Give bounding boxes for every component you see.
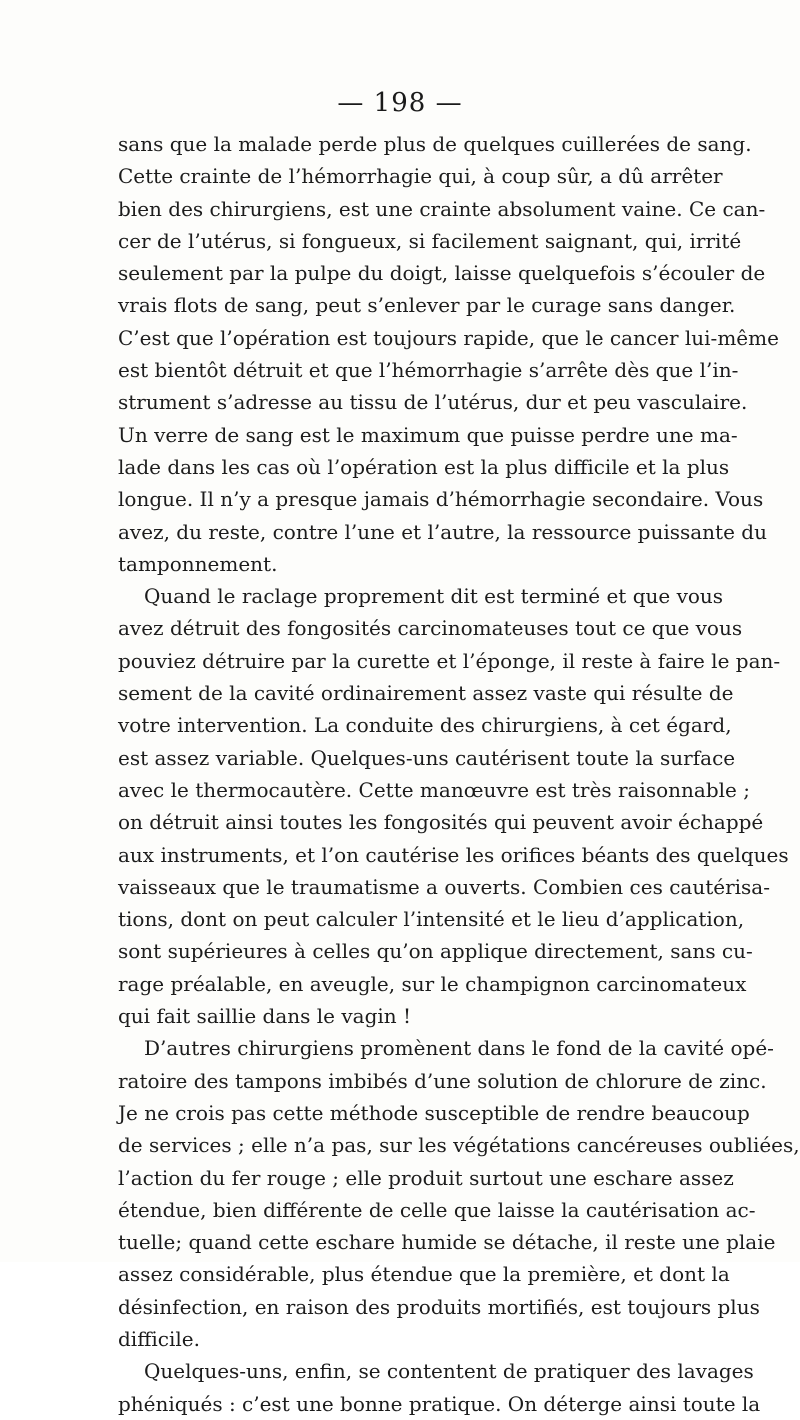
- text-line: rage préalable, en aveugle, sur le champignon carcinomateux: [118, 971, 747, 996]
- text-line: lade dans les cas où l’opération est la plus difficile et la plus: [118, 454, 730, 479]
- text-line: Je ne crois pas cette méthode susceptible de rendre beaucoup: [118, 1100, 750, 1125]
- text-line: ratoire des tampons imbibés d’une solution de chlorure de zinc.: [118, 1068, 767, 1093]
- text-line: tions, dont on peut calculer l’intensité et le lieu d’application,: [118, 907, 745, 932]
- text-line: longue. Il n’y a presque jamais d’hémorrhagie secondaire. Vous: [118, 487, 764, 512]
- text-line: C’est que l’opération est toujours rapide, que le cancer lui-même: [118, 325, 779, 350]
- body-text: [118, 128, 800, 1420]
- text-line: désinfection, en raison des produits mortifiés, est toujours plus: [118, 1294, 760, 1319]
- text-line: on détruit ainsi toutes les fongosités qui peuvent avoir échappé: [118, 810, 764, 835]
- text-line: avez détruit des fongosités carcinomateuses tout ce que vous: [118, 616, 743, 641]
- text-line: avec le thermocautère. Cette manœuvre est très raisonnable ;: [118, 777, 750, 802]
- text-line: avez, du reste, contre l’une et l’autre, la ressource puissante du: [118, 519, 767, 544]
- text-line: étendue, bien différente de celle que laisse la cautérisation ac-: [118, 1197, 756, 1222]
- text-line: bien des chirurgiens, est une crainte absolument vaine. Ce can-: [118, 196, 766, 221]
- text-line: D’autres chirurgiens promènent dans le fond de la cavité opé-: [144, 1036, 774, 1061]
- text-line: aux instruments, et l’on cautérise les orifices béants des quelques: [118, 842, 789, 867]
- text-line: est bientôt détruit et que l’hémorrhagie s’arrête dès que l’in-: [118, 358, 739, 383]
- text-line: de services ; elle n’a pas, sur les végétations cancéreuses oubliées,: [118, 1133, 800, 1158]
- text-line: cer de l’utérus, si fongueux, si facilement saignant, qui, irrité: [118, 228, 742, 253]
- text-line: votre intervention. La conduite des chirurgiens, à cet égard,: [118, 713, 732, 738]
- text-line: sans que la malade perde plus de quelques cuillerées de sang.: [118, 132, 752, 156]
- text-line: pouviez détruire par la curette et l’éponge, il reste à faire le pan-: [118, 648, 781, 673]
- text-line: vaisseaux que le traumatisme a ouverts. Combien ces cautérisa-: [118, 874, 770, 899]
- text-line: Quelques-uns, enfin, se contentent de pratiquer des lavages: [144, 1359, 754, 1384]
- text-line: vrais flots de sang, peut s’enlever par le curage sans danger.: [118, 293, 736, 318]
- text-line: sement de la cavité ordinairement assez vaste qui résulte de: [118, 681, 734, 706]
- page-number: — 198 —: [337, 88, 463, 118]
- text-line: sont supérieures à celles qu’on applique directement, sans cu-: [118, 939, 753, 964]
- text-line: difficile.: [118, 1326, 200, 1351]
- text-line: strument s’adresse au tissu de l’utérus, dur et peu vasculaire.: [118, 390, 748, 415]
- text-line: assez considérable, plus étendue que la première, et dont la: [118, 1262, 730, 1287]
- text-line: phéniqués : c’est une bonne pratique. On déterge ainsi toute la: [118, 1391, 761, 1416]
- text-line: Un verre de sang est le maximum que puisse perdre une ma-: [118, 422, 738, 447]
- text-line: tamponnement.: [118, 551, 278, 576]
- text-line: tuelle; quand cette eschare humide se détache, il reste une plaie: [118, 1230, 776, 1255]
- text-line: Cette crainte de l’hémorrhagie qui, à coup sûr, a dû arrêter: [118, 164, 723, 189]
- text-line: seulement par la pulpe du doigt, laisse quelquefois s’écouler de: [118, 261, 766, 286]
- text-line: Quand le raclage proprement dit est terminé et que vous: [144, 584, 724, 609]
- text-line: l’action du fer rouge ; elle produit surtout une eschare assez: [118, 1165, 734, 1190]
- text-line: qui fait saillie dans le vagin !: [118, 1004, 412, 1029]
- text-line: est assez variable. Quelques-uns cautérisent toute la surface: [118, 745, 736, 770]
